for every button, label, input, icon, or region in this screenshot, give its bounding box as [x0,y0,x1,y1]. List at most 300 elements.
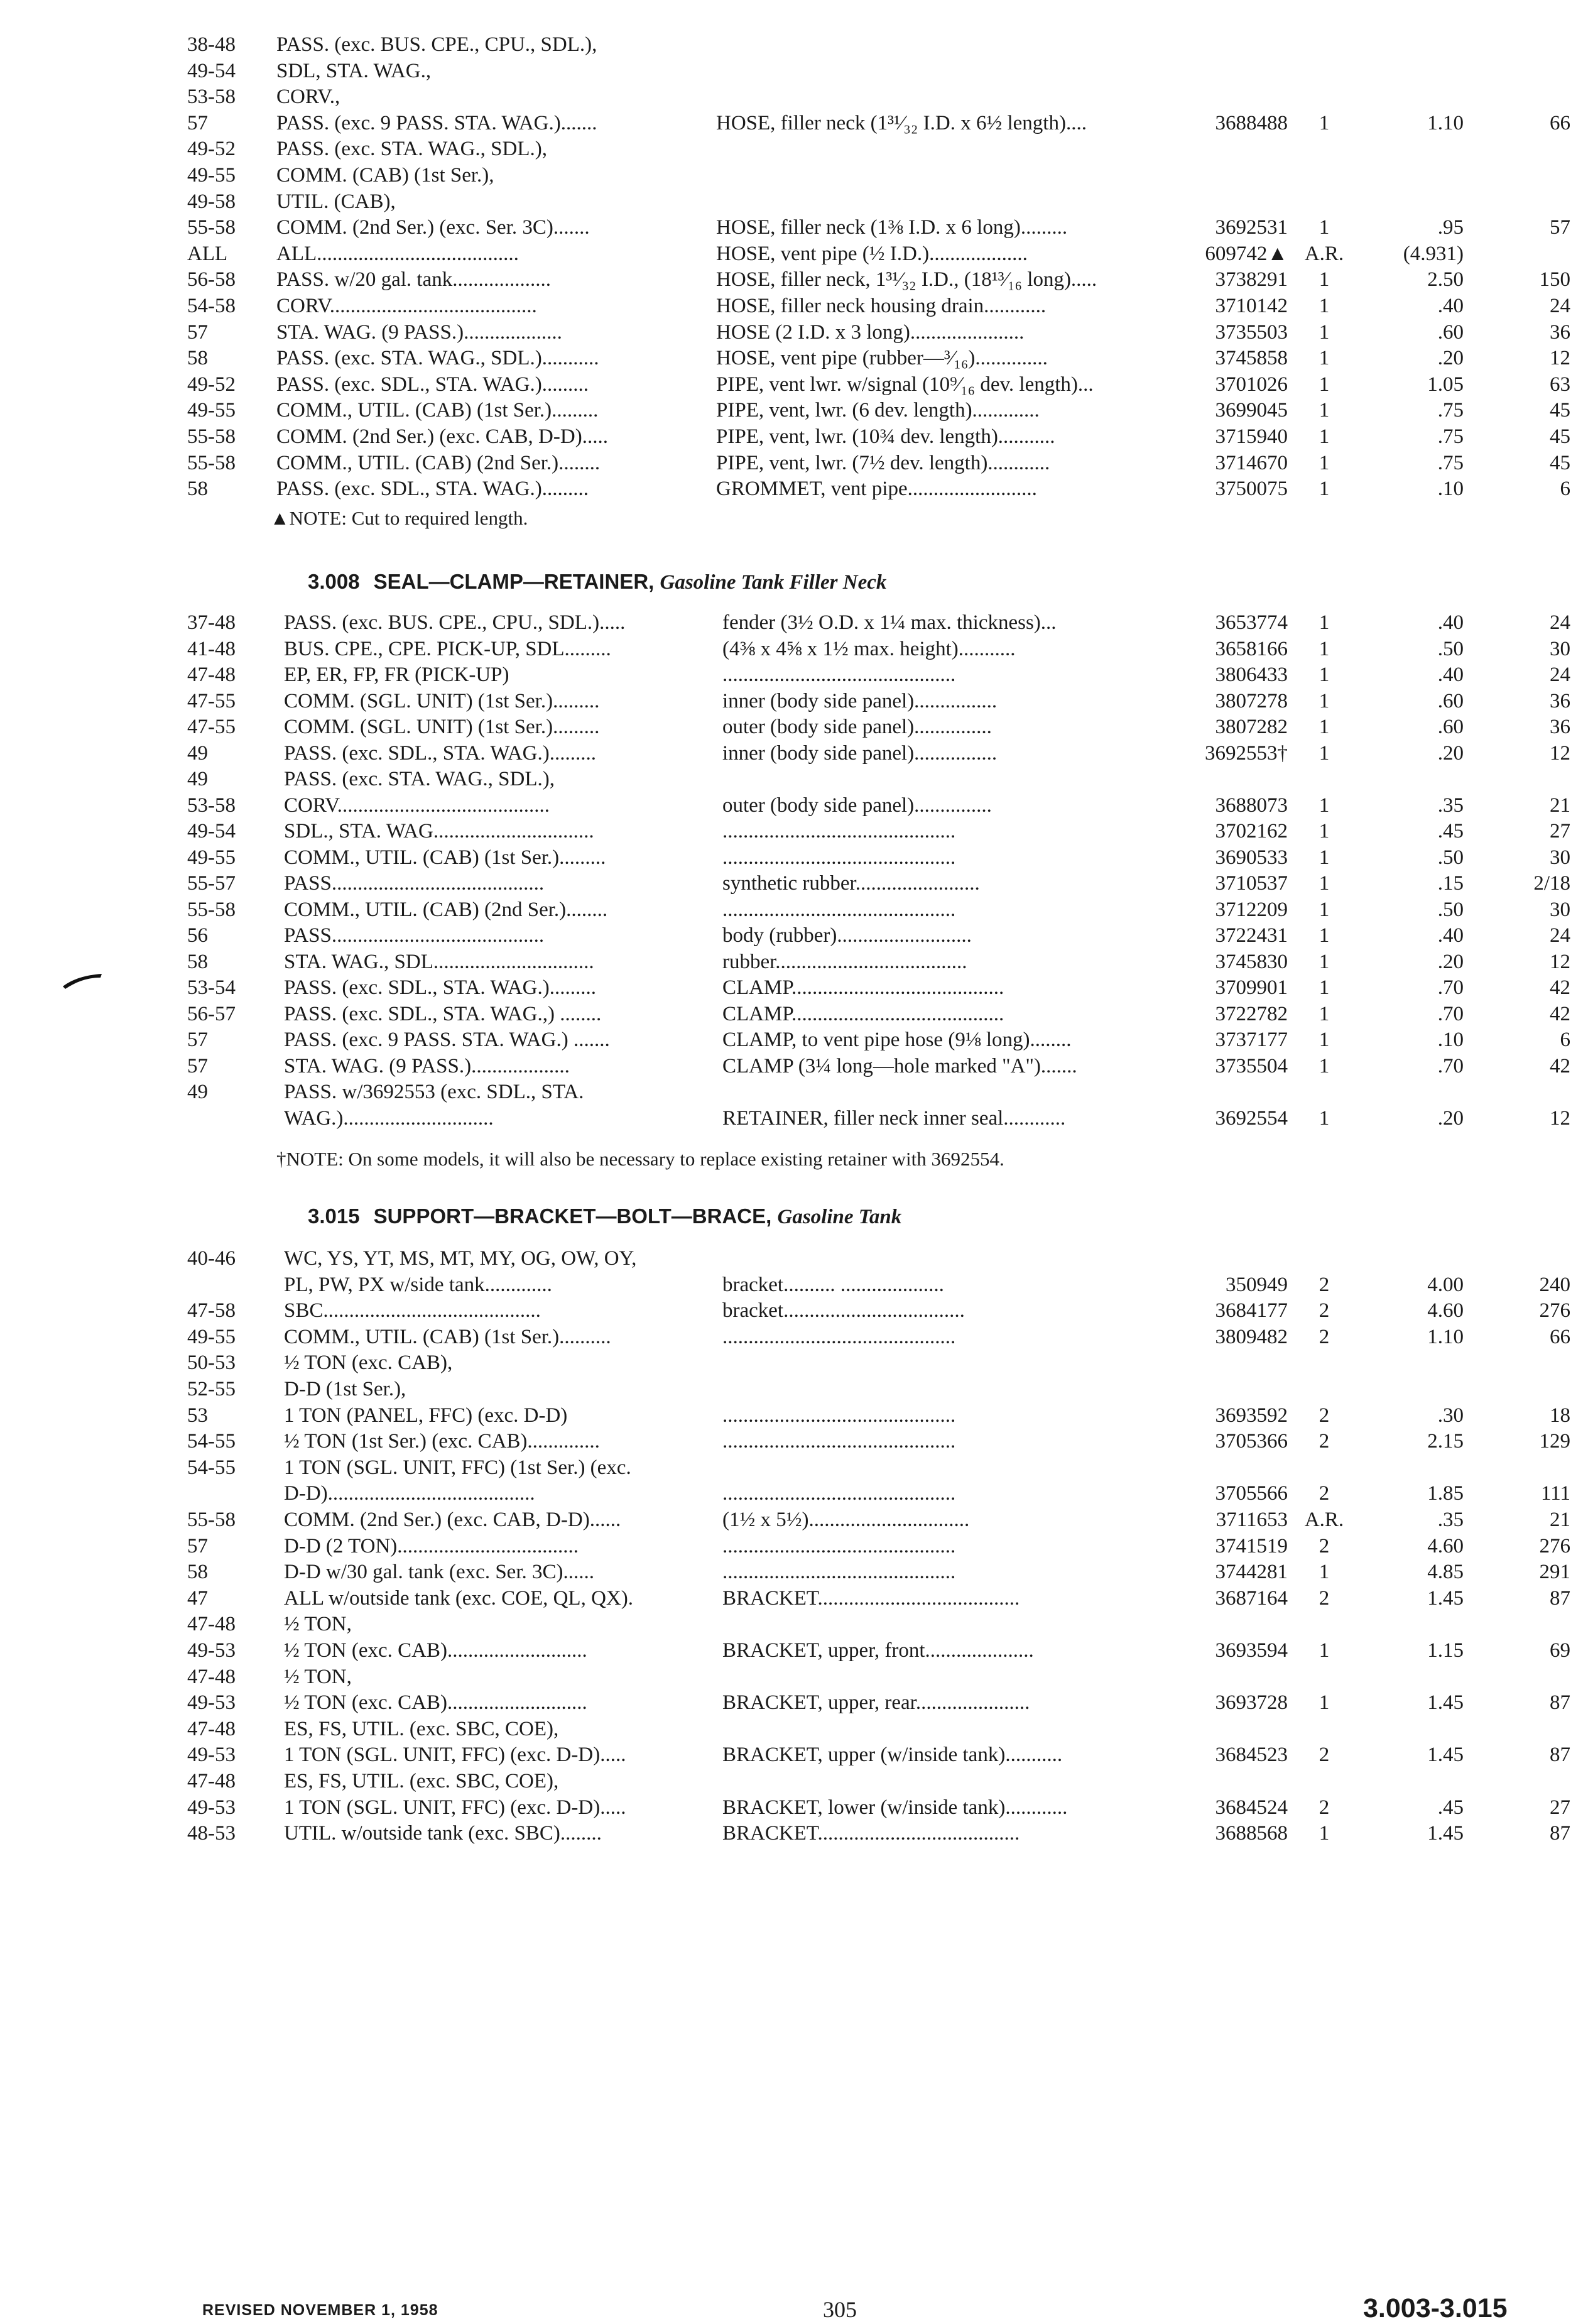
list-price: .70 [1437,1002,1464,1025]
parts-row [0,1324,1588,1350]
quantity: 1 [1319,347,1330,370]
labor-time: 276 [1539,1534,1570,1558]
list-price: .70 [1437,976,1464,999]
part-description: HOSE, filler neck (1³¹⁄₃₂ I.D. x 6½ length).... [716,111,1087,134]
list-price: 4.60 [1427,1299,1464,1323]
part-number: 350949 [1226,1273,1288,1296]
quantity: 2 [1319,1743,1330,1767]
retainer-note: †NOTE: On some models, it will also be necessary to replace existing retainer with 3692554. [276,1148,1004,1170]
list-price: 4.60 [1427,1534,1464,1558]
model-list: PASS. (exc. SDL., STA. WAG.)......... [284,976,596,999]
parts-row [0,1507,1588,1533]
list-price: 2.15 [1427,1430,1464,1453]
part-description: GROMMET, vent pipe......................... [716,477,1037,501]
parts-row [0,688,1588,714]
year-range: 40-46 [187,1247,236,1270]
quantity: 1 [1319,320,1330,344]
year-range: 41-48 [187,637,236,660]
quantity: 2 [1319,1299,1330,1323]
model-list: SDL., STA. WAG............................... [284,820,594,843]
labor-time: 87 [1550,1743,1570,1767]
part-description: fender (3½ O.D. x 1¼ max. thickness)... [722,611,1057,634]
part-number: 3658166 [1215,637,1288,660]
year-range: 47 [187,1586,208,1610]
model-list: PASS......................................... [284,872,545,895]
labor-time: 129 [1539,1430,1570,1453]
labor-time: 36 [1550,689,1570,712]
model-list: ES, FS, UTIL. (exc. SBC, COE), [284,1770,559,1792]
parts-row [0,84,1588,110]
year-range: 55-58 [187,1508,236,1531]
part-number: 3735503 [1215,320,1288,344]
quantity: A.R. [1304,1508,1344,1531]
list-price: .50 [1437,846,1464,869]
section-title: SUPPORT—BRACKET—BOLT—BRACE, [373,1204,772,1228]
labor-time: 2/18 [1533,872,1570,895]
parts-row [0,636,1588,662]
model-list: PASS. (exc. SDL., STA. WAG.,) ........ [284,1002,602,1025]
model-list: ALL w/outside tank (exc. COE, QL, QX). [284,1586,633,1610]
labor-time: 45 [1550,451,1570,474]
quantity: 1 [1319,1822,1330,1845]
model-list: PASS. (exc. BUS. CPE., CPU., SDL.)..... [284,611,626,634]
labor-time: 12 [1550,950,1570,973]
parts-row [0,1245,1588,1272]
quantity: 1 [1319,950,1330,973]
labor-time: 6 [1560,1028,1570,1051]
model-list: COMM., UTIL. (CAB) (2nd Ser.)........ [284,898,608,921]
part-description: CLAMP, to vent pipe hose (9⅛ long)........ [722,1028,1072,1051]
part-number: 3705366 [1215,1430,1288,1453]
list-price: .60 [1437,716,1464,738]
model-list: SBC.......................................... [284,1299,541,1323]
model-list: WC, YS, YT, MS, MT, MY, OG, OW, OY, [284,1247,637,1270]
year-range: 49-54 [187,820,236,843]
model-list: UTIL. (CAB), [276,190,396,213]
model-list: PASS. (exc. STA. WAG., SDL.), [276,138,547,161]
part-description: ............................................. [722,663,956,686]
model-list: D-D (2 TON)................................... [284,1534,579,1558]
quantity: 2 [1319,1482,1330,1505]
parts-row [0,1480,1588,1507]
year-range: 54-55 [187,1430,236,1453]
model-list: ES, FS, UTIL. (exc. SBC, COE), [284,1717,559,1740]
year-range: 47-55 [187,689,236,712]
parts-row [0,1585,1588,1612]
quantity: 1 [1319,477,1330,501]
year-range: 47-48 [187,1770,236,1792]
part-description: ............................................. [722,1325,956,1348]
parts-row [0,609,1588,636]
list-price: .75 [1437,451,1464,474]
year-range: 38-48 [187,33,236,56]
labor-time: 24 [1550,924,1570,947]
part-number: 3705566 [1215,1482,1288,1505]
year-range: 49-54 [187,59,236,82]
parts-row [0,58,1588,84]
quantity: 1 [1319,1639,1330,1662]
part-description: BRACKET, lower (w/inside tank)............ [722,1796,1068,1819]
year-range: 49-55 [187,1325,236,1348]
labor-time: 42 [1550,1054,1570,1077]
part-number: 3711653 [1215,1508,1288,1531]
part-description: PIPE, vent lwr. w/signal (10⁹⁄₁₆ dev. length)... [716,373,1094,396]
parts-row [0,266,1588,293]
part-description: BRACKET....................................... [722,1822,1020,1845]
quantity: 1 [1319,924,1330,947]
list-price: .10 [1437,1028,1464,1051]
model-list: PASS. (exc. 9 PASS. STA. WAG.)....... [276,111,597,134]
parts-row [0,1533,1588,1559]
model-list: COMM., UTIL. (CAB) (1st Ser.).......... [284,1325,611,1348]
part-number: 3702162 [1215,820,1288,843]
labor-time: 36 [1550,320,1570,344]
model-list: PASS......................................... [284,924,545,947]
quantity: 1 [1319,1691,1330,1715]
quantity: 1 [1319,741,1330,765]
labor-time: 30 [1550,846,1570,869]
year-range: 47-48 [187,1717,236,1740]
part-description: ............................................. [722,1534,956,1558]
parts-row [0,1794,1588,1821]
labor-time: 87 [1550,1586,1570,1610]
year-range: 55-58 [187,216,236,239]
model-list: STA. WAG. (9 PASS.)................... [276,320,562,344]
parts-row [0,662,1588,688]
parts-row [0,188,1588,215]
part-description: body (rubber).......................... [722,924,972,947]
part-number: 3722431 [1215,924,1288,947]
part-description: ............................................. [722,1430,956,1453]
part-description: HOSE, vent pipe (rubber—³⁄₁₆).............. [716,347,1048,370]
year-range: 49-52 [187,138,236,161]
part-number: 3692531 [1215,216,1288,239]
part-description: ............................................. [722,1482,956,1505]
model-list: 1 TON (PANEL, FFC) (exc. D-D) [284,1404,568,1427]
quantity: 1 [1319,976,1330,999]
quantity: 1 [1319,689,1330,712]
part-number: 3693594 [1215,1639,1288,1662]
part-number: 3807282 [1215,716,1288,738]
list-price: .20 [1437,741,1464,765]
parts-row [0,1079,1588,1105]
parts-row [0,792,1588,819]
part-number: 3692554 [1215,1106,1288,1130]
parts-row [0,1820,1588,1847]
part-number: 3709901 [1215,976,1288,999]
list-price: .45 [1437,820,1464,843]
quantity: 2 [1319,1534,1330,1558]
part-number: 3701026 [1215,373,1288,396]
part-description: ............................................. [722,1404,956,1427]
labor-time: 63 [1550,373,1570,396]
year-range: 49-55 [187,164,236,187]
quantity: 1 [1319,451,1330,474]
list-price: (4.931) [1403,242,1464,265]
model-list: PASS. (exc. BUS. CPE., CPU., SDL.), [276,33,597,56]
year-range: 49-53 [187,1691,236,1715]
part-number: 3806433 [1215,663,1288,686]
model-list: D-D w/30 gal. tank (exc. Ser. 3C)...... [284,1561,594,1584]
model-list: UTIL. w/outside tank (exc. SBC)........ [284,1822,602,1845]
quantity: 2 [1319,1796,1330,1819]
parts-row [0,423,1588,450]
labor-time: 240 [1539,1273,1570,1296]
labor-time: 30 [1550,898,1570,921]
part-description: HOSE, filler neck (1⅜ I.D. x 6 long)......... [716,216,1068,239]
list-price: 1.45 [1427,1691,1464,1715]
labor-time: 24 [1550,611,1570,634]
list-price: 1.85 [1427,1482,1464,1505]
revised-date: REVISED NOVEMBER 1, 1958 [202,2301,438,2319]
list-price: 4.85 [1427,1561,1464,1584]
quantity: 1 [1319,1028,1330,1051]
part-number: 3809482 [1215,1325,1288,1348]
labor-time: 12 [1550,1106,1570,1130]
labor-time: 21 [1550,794,1570,817]
labor-time: 18 [1550,1404,1570,1427]
part-description: BRACKET....................................... [722,1586,1020,1610]
part-number: 3738291 [1215,268,1288,292]
parts-row [0,319,1588,346]
parts-row [0,31,1588,58]
quantity: 2 [1319,1273,1330,1296]
parts-row [0,476,1588,502]
part-description: rubber..................................... [722,950,967,973]
part-number: 3807278 [1215,689,1288,712]
quantity: 2 [1319,1430,1330,1453]
part-description: inner (body side panel)................ [722,741,998,765]
section-subtitle: Gasoline Tank [777,1206,902,1228]
year-range: 56-57 [187,1002,236,1025]
list-price: .75 [1437,399,1464,422]
quantity: 1 [1319,820,1330,843]
part-description: PIPE, vent, lwr. (7½ dev. length)............ [716,451,1050,474]
list-price: .60 [1437,320,1464,344]
part-description: (4⅜ x 4⅝ x 1½ max. height)........... [722,637,1016,660]
list-price: .75 [1437,425,1464,448]
model-list: COMM. (2nd Ser.) (exc. Ser. 3C)....... [276,216,590,239]
year-range: 50-53 [187,1351,236,1375]
parts-row [0,1105,1588,1132]
year-range: 58 [187,1561,208,1584]
part-number: 3684524 [1215,1796,1288,1819]
parts-row [0,1428,1588,1454]
year-range: 37-48 [187,611,236,634]
quantity: A.R. [1304,242,1344,265]
model-list: PASS. (exc. SDL., STA. WAG.)......... [284,741,596,765]
part-description: ............................................. [722,846,956,869]
parts-row [0,1689,1588,1716]
part-description: inner (body side panel)................ [722,689,998,712]
list-price: 1.45 [1427,1743,1464,1767]
year-range: 54-55 [187,1456,236,1479]
part-number: 3688488 [1215,111,1288,134]
model-list: ½ TON (exc. CAB)........................... [284,1639,587,1662]
quantity: 1 [1319,611,1330,634]
part-description: (1½ x 5½)............................... [722,1508,970,1531]
labor-time: 27 [1550,820,1570,843]
year-range: 57 [187,320,208,344]
parts-row [0,136,1588,162]
list-price: .40 [1437,295,1464,317]
quantity: 2 [1319,1325,1330,1348]
model-list: PASS. w/20 gal. tank................... [276,268,551,292]
year-range: 54-58 [187,295,236,317]
year-range: 49-52 [187,373,236,396]
parts-row [0,214,1588,241]
model-list: EP, ER, FP, FR (PICK-UP) [284,663,509,686]
section-heading-3-008 [308,569,886,596]
model-list: COMM. (2nd Ser.) (exc. CAB, D-D)..... [276,425,608,448]
parts-row [0,1454,1588,1481]
year-range: 47-48 [187,1665,236,1688]
labor-time: 66 [1550,111,1570,134]
model-list: STA. WAG., SDL............................... [284,950,594,973]
parts-row [0,1664,1588,1690]
labor-time: 69 [1550,1639,1570,1662]
model-list: COMM., UTIL. (CAB) (2nd Ser.)........ [276,451,601,474]
parts-row [0,397,1588,423]
list-price: .20 [1437,1106,1464,1130]
model-list: WAG.)............................. [284,1106,494,1130]
model-list: CORV......................................... [284,794,550,817]
section-heading-3-015 [308,1203,901,1230]
year-range: 49-55 [187,399,236,422]
parts-row [0,345,1588,371]
model-list: ½ TON (exc. CAB), [284,1351,453,1375]
part-description: bracket................................... [722,1299,965,1323]
year-range: 56-58 [187,268,236,292]
year-range: 49-55 [187,846,236,869]
part-description: BRACKET, upper, front..................... [722,1639,1034,1662]
year-range: 57 [187,1028,208,1051]
section-range: 3.003-3.015 [1363,2293,1508,2323]
model-list: D-D (1st Ser.), [284,1378,406,1400]
quantity: 1 [1319,794,1330,817]
list-price: .35 [1437,794,1464,817]
year-range: 47-48 [187,663,236,686]
quantity: 1 [1319,637,1330,660]
part-description: HOSE (2 I.D. x 3 long)...................... [716,320,1025,344]
year-range: 48-53 [187,1822,236,1845]
part-description: PIPE, vent, lwr. (10¾ dev. length)........... [716,425,1055,448]
parts-row [0,844,1588,871]
labor-time: 57 [1550,216,1570,239]
list-price: 1.45 [1427,1822,1464,1845]
year-range: 49-53 [187,1743,236,1767]
section-subtitle: Gasoline Tank Filler Neck [660,571,887,594]
model-list: CORV........................................ [276,295,537,317]
quantity: 1 [1319,111,1330,134]
labor-time: 291 [1539,1561,1570,1584]
year-range: 55-58 [187,425,236,448]
quantity: 1 [1319,898,1330,921]
model-list: COMM. (SGL. UNIT) (1st Ser.)......... [284,716,600,738]
model-list: BUS. CPE., CPE. PICK-UP, SDL......... [284,637,611,660]
year-range: 49 [187,768,208,790]
parts-row [0,1559,1588,1585]
year-range: 58 [187,347,208,370]
part-number: 3750075 [1215,477,1288,501]
parts-row [0,897,1588,923]
part-description: bracket.......... .................... [722,1273,944,1296]
year-range: 47-48 [187,1613,236,1636]
parts-row [0,450,1588,476]
model-list: SDL, STA. WAG., [276,59,432,82]
part-number: 3690533 [1215,846,1288,869]
part-number: 3653774 [1215,611,1288,634]
part-number: 3699045 [1215,399,1288,422]
model-list: PASS. w/3692553 (exc. SDL., STA. [284,1081,584,1103]
labor-time: 66 [1550,1325,1570,1348]
parts-row [0,870,1588,897]
labor-time: 21 [1550,1508,1570,1531]
parts-row [0,922,1588,949]
part-description: HOSE, filler neck housing drain............ [716,295,1047,317]
labor-time: 27 [1550,1796,1570,1819]
quantity: 1 [1319,425,1330,448]
model-list: COMM., UTIL. (CAB) (1st Ser.)......... [284,846,606,869]
part-description: HOSE, vent pipe (½ I.D.)................... [716,242,1028,265]
model-list: ½ TON (1st Ser.) (exc. CAB).............. [284,1430,600,1453]
year-range: ALL [187,242,228,265]
quantity: 1 [1319,399,1330,422]
model-list: 1 TON (SGL. UNIT, FFC) (exc. D-D)..... [284,1796,626,1819]
quantity: 1 [1319,1002,1330,1025]
part-description: HOSE, filler neck, 1³¹⁄₃₂ I.D., (18¹³⁄₁₆ long)..... [716,268,1097,292]
list-price: .35 [1437,1508,1464,1531]
list-price: .70 [1437,1054,1464,1077]
list-price: 4.00 [1427,1273,1464,1296]
parts-row [0,162,1588,188]
parts-row [0,1716,1588,1742]
part-number: 3714670 [1215,451,1288,474]
list-price: .15 [1437,872,1464,895]
parts-row [0,1376,1588,1402]
list-price: .50 [1437,898,1464,921]
model-list: ½ TON, [284,1613,352,1636]
part-number: 3744281 [1215,1561,1288,1584]
year-range: 56 [187,924,208,947]
year-range: 55-58 [187,898,236,921]
parts-row [0,1053,1588,1079]
parts-row [0,740,1588,766]
part-number: 3710142 [1215,295,1288,317]
model-list: PASS. (exc. STA. WAG., SDL.), [284,768,555,790]
labor-time: 87 [1550,1691,1570,1715]
part-description: CLAMP......................................... [722,1002,1004,1025]
model-list: PASS. (exc. SDL., STA. WAG.)......... [276,477,589,501]
part-description: BRACKET, upper (w/inside tank)........... [722,1743,1063,1767]
year-range: 55-57 [187,872,236,895]
part-number: 3684523 [1215,1743,1288,1767]
year-range: 55-58 [187,451,236,474]
parts-row [0,371,1588,398]
parts-row [0,766,1588,792]
model-list: PASS. (exc. STA. WAG., SDL.)........... [276,347,599,370]
part-description: RETAINER, filler neck inner seal............ [722,1106,1066,1130]
parts-row [0,293,1588,319]
part-number: 3722782 [1215,1002,1288,1025]
year-range: 49-53 [187,1796,236,1819]
model-list: COMM. (2nd Ser.) (exc. CAB, D-D)...... [284,1508,621,1531]
list-price: .20 [1437,950,1464,973]
year-range: 49 [187,1081,208,1103]
model-list: CORV., [276,85,340,109]
model-list: ½ TON (exc. CAB)........................... [284,1691,587,1715]
model-list: 1 TON (SGL. UNIT, FFC) (exc. D-D)..... [284,1743,626,1767]
